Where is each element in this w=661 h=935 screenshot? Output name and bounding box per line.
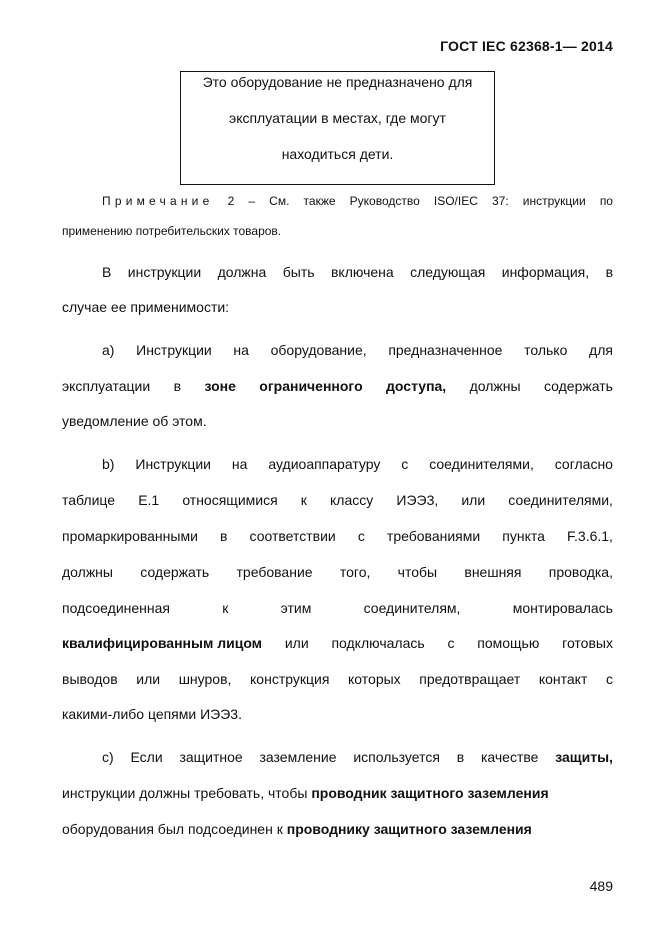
item-c-line-3: оборудования был подсоединен к проводнику защитного заземления <box>62 821 532 837</box>
warning-line: находиться дети. <box>281 146 394 162</box>
note-line-1: Примечание 2 – См. также Руководство ISO/IEC 37: инструкции по <box>102 194 613 208</box>
item-b-line-5: подсоединенная к этим соединителям, монтировалась <box>62 600 613 616</box>
item-b-line-6: квалифицированным лицом или подключалась с помощью готовых <box>62 635 613 651</box>
intro-paragraph <box>62 263 613 281</box>
bold-term: проводнику защитного заземления <box>286 821 532 837</box>
item-b-line-8: какими-либо цепями ИЭЭ3. <box>62 706 242 722</box>
item-c-line-1: с) Если защитное заземление используется в качестве защиты, <box>102 749 613 765</box>
item-b-line-3: промаркированными в соответствии с требованиями пункта F.3.6.1, <box>62 528 613 544</box>
bold-term: ограниченного <box>259 378 363 394</box>
bold-term: проводник защитного заземления <box>311 785 549 801</box>
item-a-line-2: эксплуатации в зоне ограниченного доступа, должны содержать <box>62 378 613 394</box>
note-line-2: применению потребительских товаров. <box>62 224 282 238</box>
warning-line: эксплуатации в местах, где могут <box>229 110 446 126</box>
page-number: 489 <box>589 878 613 894</box>
item-a-line-3: уведомление об этом. <box>62 413 207 429</box>
item-b-line-1: b) Инструкции на аудиоаппаратуру с соединителями, согласно <box>102 456 613 472</box>
item-b-line-4: должны содержать требование того, чтобы внешняя проводка, <box>62 564 613 580</box>
bold-term: зоне <box>204 378 236 394</box>
bold-term: доступа, <box>386 378 447 394</box>
item-c-line-2: инструкции должны требовать, чтобы проводник защитного заземления <box>62 785 549 801</box>
item-a-line-1: а) Инструкции на оборудование, предназначенное только для <box>102 342 613 358</box>
item-b-line-2: таблице Е.1 относящимися к классу ИЭЭ3, или соединителями, <box>62 492 613 508</box>
note-label: Примечание <box>102 194 214 208</box>
text-line: В инструкции должна быть включена следующая информация, в <box>102 264 613 280</box>
note-number: 2 <box>227 194 235 208</box>
document-header: ГОСТ IEC 62368-1— 2014 <box>440 38 613 54</box>
bold-term: квалифицированным лицом <box>62 635 263 651</box>
text-line: случае ее применимости: <box>62 299 230 315</box>
warning-line: Это оборудование не предназначено для <box>202 74 473 90</box>
warning-box <box>180 71 495 185</box>
item-b-line-7: выводов или шнуров, конструкция которых предотвращает контакт с <box>62 671 613 687</box>
bold-term: защиты, <box>555 749 613 765</box>
